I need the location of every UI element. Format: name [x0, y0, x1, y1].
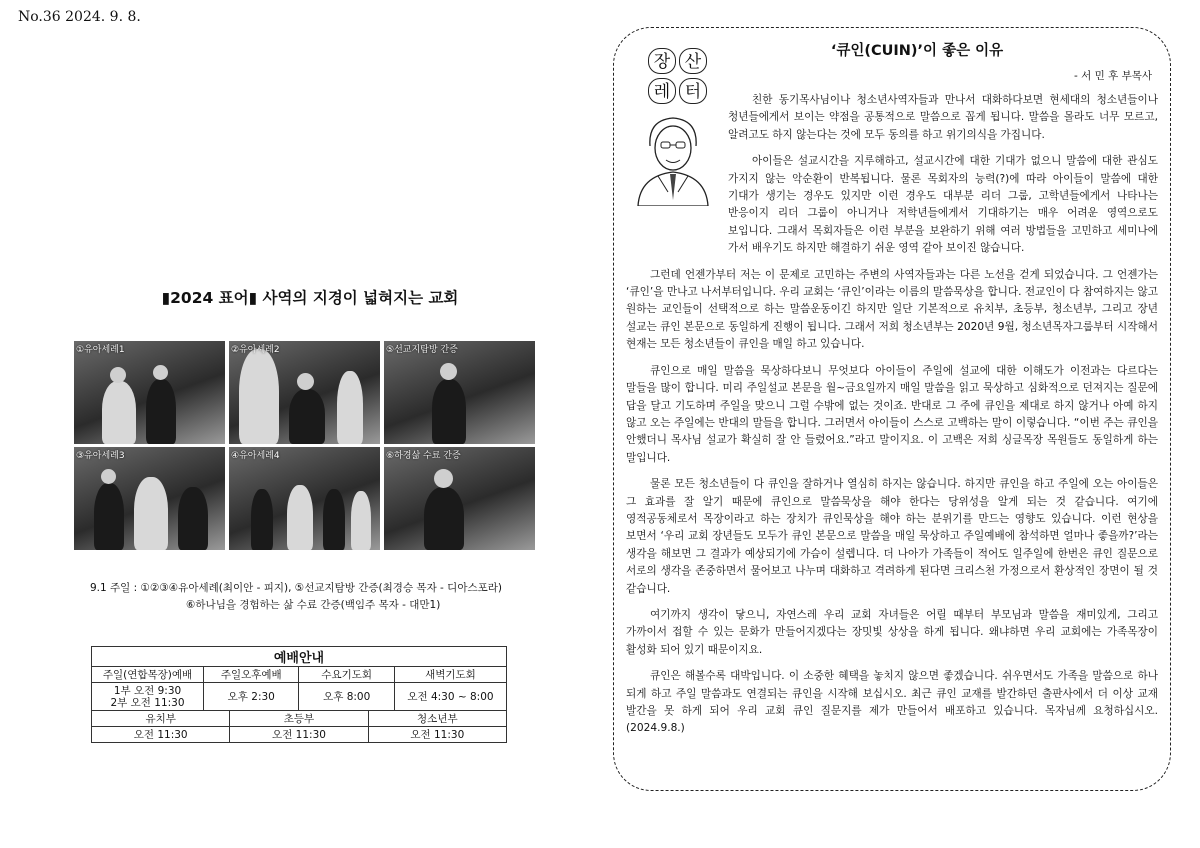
- photo-caption: ⑥하경삶 수료 간증: [386, 451, 461, 461]
- pastor-portrait-illustration: [628, 110, 718, 206]
- photo-description: [90, 580, 502, 614]
- schedule-header: 새벽기도회: [394, 667, 506, 683]
- photo-grid: [74, 341, 535, 550]
- pastor-letter: [613, 27, 1171, 791]
- department-time: 오전 11:30: [230, 727, 368, 743]
- department-time: 오전 11:30: [368, 727, 506, 743]
- letter-paragraph: 여기까지 생각이 닿으니, 자연스레 우리 교회 자녀들은 어릴 때부터 부모님과 말씀을 재미있게, 그리고 가까이서 접할 수 있는 문화가 만들어지겠다는 장밋빛 상상을 하게 됩니다. 왜냐하면 우리 교회에는 가족목장이 활성화 되어 있기 때문이지요.: [626, 608, 1158, 656]
- badge-char: 장: [648, 48, 676, 74]
- photo-caption: ①유아세례1: [76, 345, 125, 355]
- photo-caption: ⑤선교지탐방 간증: [386, 345, 458, 355]
- photo-caption: ②유아세례2: [231, 345, 280, 355]
- photo-caption: ④유아세례4: [231, 451, 280, 461]
- schedule-cell-line: 1부 오전 9:30: [113, 684, 182, 697]
- badge-char: 산: [679, 48, 707, 74]
- issue-number: No.36 2024. 9. 8.: [18, 9, 141, 25]
- photo-caption: ③유아세례3: [76, 451, 125, 461]
- letter-author: - 서 민 후 부목사: [1074, 70, 1152, 82]
- letter-paragraph: 물론 모든 청소년들이 다 큐인을 잘하거나 열심히 하지는 않습니다. 하지만 큐인을 하고 주일에 오는 아이들은 그 효과를 잘 알기 때문에 큐인으로 말씀묵상을 해야 한다는 당위성을 알게 되는 것 같습니다. 여기에 영적공동체로서 목장이라고 하는 장치가 큐인묵상을 해야 하는 분위기를 만드는 영향도 있습니다. 이런 현상을 보면서 ‘우리 교회 장년들도 모두가 큐인 본문으로 말씀을 매일 묵상하고 주일예배에 참석하면 얼마나 좋을까?’라는 생각을 해보면 그 결과가 예상되기에 가슴이 설렙니다. 더 나아가 가족들이 적어도 일주일에 한번은 큐인 질문으로 서로의 생각을 존중하면서 물어보고 나누며 대화하고 격려하게 된다면 크리스천 가정으로서 환상적인 장면이 될 것 같습니다.: [626, 478, 1158, 595]
- schedule-header: 주일오후예배: [204, 667, 299, 683]
- schedule-header: 수요기도회: [299, 667, 394, 683]
- schedule-cell: 오전 4:30 ~ 8:00: [394, 683, 506, 711]
- schedule-title: 예배안내: [92, 647, 507, 667]
- photo-infant-baptism-1: [74, 341, 225, 444]
- letter-paragraph: 큐인은 해볼수록 대박입니다. 이 소중한 혜택을 놓치지 않으면 좋겠습니다. 쉬우면서도 가족을 말씀으로 하나 되게 하고 주일 말씀과도 연결되는 큐인을 시작해 보십시오. 최근 큐인 교재를 발간하던 출판사에서 더 이상 교재 발간을 못 하게 되어 우리 교회 큐인 질문지를 제가 만들어서 배포하고 있습니다. 목자님께 요청하십시오.(2024.9.8.): [626, 670, 1158, 735]
- photo-infant-baptism-4: [229, 447, 380, 550]
- photo-infant-baptism-3: [74, 447, 225, 550]
- photo-description-line: 9.1 주일 : ①②③④유아세례(최이안 - 피지), ⑤선교지탐방 간증(최경승 목자 - 디아스포라): [90, 582, 502, 594]
- schedule-cell: 오후 2:30: [204, 683, 299, 711]
- badge-char: 터: [679, 78, 707, 104]
- letter-title: ‘큐인(CUIN)’이 좋은 이유: [830, 43, 1004, 59]
- year-motto: ▮2024 표어▮ 사역의 지경이 넓혀지는 교회: [161, 289, 459, 307]
- letter-paragraph: 큐인으로 매일 말씀을 묵상하다보니 무엇보다 아이들이 주일에 설교에 대한 이해도가 이전과는 다르다는 말들을 많이 합니다. 미리 주일설교 본문을 월~금요일까지 매일 말씀을 읽고 묵상하고 심화적으로 던져지는 질문에 답을 달고 기도하며 주일을 맞으니 그럴 수밖에 없는 것이죠. 반대로 그 주에 큐인을 제대로 하지 않거나 아예 하지 않고 오는 주일에는 반대의 말들을 합니다. 그러면서 아이들이 스스로 고백하는 말이 이렇습니다. “이번 주는 큐인을 안했더니 목사님 설교가 확실히 잘 안 들렸어요.”라고 말이지요. 이 고백은 저희 싱글목장 목원들도 동일하게 하는 말입니다.: [626, 364, 1158, 464]
- schedule-cell-line: 2부 오전 11:30: [110, 696, 185, 709]
- department-header: 청소년부: [368, 711, 506, 727]
- letter-paragraph: 친한 동기목사님이나 청소년사역자들과 만나서 대화하다보면 현세대의 청소년들이나 청년들에게서 보이는 약점을 공통적으로 말씀으로 꼽게 됩니다. 말씀을 몰라도 너무 모르고, 알려고도 하지 않는다는 것에 모두 동의를 하고 위기의식을 가집니다.: [728, 94, 1158, 141]
- photo-description-line: ⑥하나님을 경험하는 삶 수료 간증(백임주 목자 - 대만1): [186, 599, 441, 611]
- photo-mission-testimony: [384, 341, 535, 444]
- department-header: 초등부: [230, 711, 368, 727]
- worship-schedule-table: [91, 646, 507, 711]
- schedule-cell: 오후 8:00: [299, 683, 394, 711]
- department-schedule-table: [91, 710, 507, 743]
- letter-paragraph: 그런데 언젠가부터 저는 이 문제로 고민하는 주변의 사역자들과는 다른 노선을 걷게 되었습니다. 그 언젠가는 ‘큐인’을 만나고 나서부터입니다. 우리 교회는 ‘큐인’이라는 이름의 말씀묵상을 합니다. 전교인이 다 참여하지는 않고 원하는 교인들이 선택적으로 하는 말씀운동이긴 하지만 일단 기본적으로 유치부, 초등부, 청소년부, 그리고 장년 설교는 큐인 본문으로 동일하게 진행이 됩니다. 그래서 저희 청소년부는 2020년 9월, 청소년목자그룹부터 시작해서 현재는 모든 청소년들이 큐인을 매일 하고 있습니다.: [626, 268, 1158, 351]
- department-header: 유치부: [92, 711, 230, 727]
- badge-char: 레: [648, 78, 676, 104]
- schedule-cell: [92, 683, 204, 711]
- letter-paragraph: 아이들은 설교시간을 지루해하고, 설교시간에 대한 기대가 없으니 말씀에 대한 관심도 가지지 않는 악순환이 반복됩니다. 물론 목회자의 능력(?)에 따라 아이들이 말씀에 대한 기대가 생기는 경우도 있지만 이런 경우도 대부분 리더 그룹, 고학년들에게서 나타나는 반응이지 리더 그룹이 아니거나 저학년들에게서 기대하기는 매우 어려운 영역으로도 보입니다. 그래서 목회자들은 이런 부분을 보완하기 위해 여러 방법들을 고민하고 세미나에 가서 배우기도 하지만 해결하기 쉬운 영역 같아 보이진 않습니다.: [728, 155, 1158, 255]
- department-time: 오전 11:30: [92, 727, 230, 743]
- photo-infant-baptism-2: [229, 341, 380, 444]
- photo-study-completion-testimony: [384, 447, 535, 550]
- schedule-header: 주일(연합목장)예배: [92, 667, 204, 683]
